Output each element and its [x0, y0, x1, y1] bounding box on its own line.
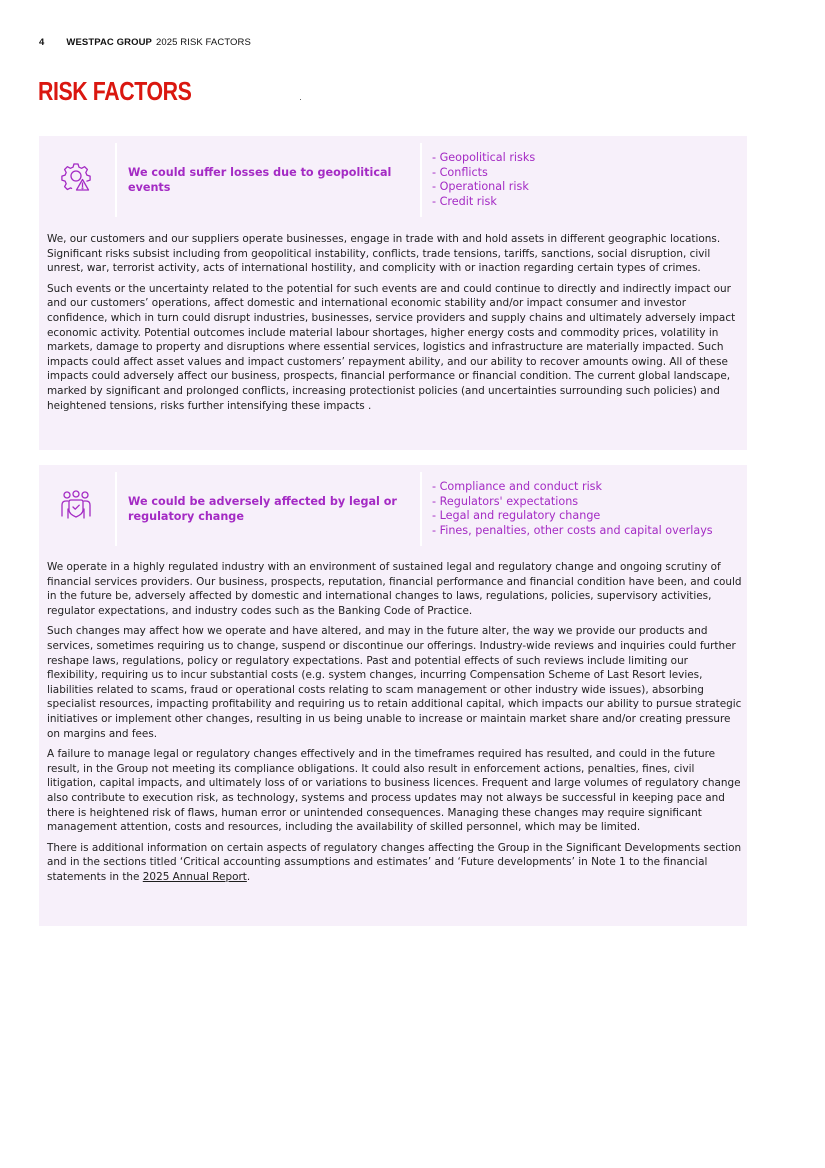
- divider-line: [420, 143, 422, 217]
- page-title: RISK FACTORS: [38, 76, 192, 106]
- stray-dot: [300, 99, 301, 100]
- paragraph-text: There is additional information on certain aspects of regulatory changes affecting the Group in the Significant Developments section and in the sections titled ‘Critical accounting assumptions and estimates’ and ‘Future developments’ in Note 1 to the financial statements in the: [47, 841, 742, 883]
- risk-card-geopolitical: [39, 136, 747, 450]
- risk-tag-list: [432, 480, 713, 538]
- card-title: We could suffer losses due to geopolitical events: [128, 166, 392, 194]
- risk-tag: - Geopolitical risks: [432, 151, 536, 164]
- risk-card-regulatory: [39, 465, 747, 926]
- divider-line: [115, 472, 117, 546]
- annual-report-link[interactable]: 2025 Annual Report: [142, 870, 247, 883]
- card-body: [47, 560, 742, 890]
- gear-warning-icon: [59, 160, 93, 194]
- document-title: 2025 RISK FACTORS: [155, 37, 251, 48]
- body-paragraph: We, our customers and our suppliers operate businesses, engage in trade with and hold assets in different geographic locations. Significant risks subsist including from geopolitical instability, conflicts, trade tensions, tariffs, sanctions, social disruption, civil unrest, war, terrorist activity, acts of international hostility, and complicity with or inaction regarding certain types of crimes.: [47, 233, 721, 275]
- card-header: [39, 465, 747, 547]
- body-paragraph: [47, 841, 742, 885]
- brand-name: WESTPAC GROUP: [66, 37, 152, 48]
- card-header: [39, 136, 747, 218]
- card-body: [47, 232, 742, 419]
- people-shield-icon: [59, 489, 93, 523]
- page-header: [39, 37, 251, 48]
- body-paragraph: We operate in a highly regulated industry with an environment of sustained legal and regulatory change and ongoing scrutiny of financial services providers. Our business, prospects, reputation, financial performance and financial condition have been, and could in the future be, adversely affected by domestic and international changes to laws, regulations, policies, supervisory activities, regulator expectations, and industry codes such as the Banking Code of Practice.: [47, 561, 742, 617]
- card-title: We could be adversely affected by legal or regulatory change: [128, 495, 397, 523]
- risk-tag: - Regulators' expectations: [432, 494, 579, 508]
- body-paragraph: Such events or the uncertainty related to the potential for such events are and could continue to directly and indirectly impact our and our customers’ operations, affect domestic and international economic stability and/or impact consumer and investor confidence, which in turn could disrupt industries, businesses, service providers and supply chains and ultimately adversely impact economic activity. Potential outcomes include material labour shortages, higher energy costs and commodity prices, volatility in markets, damage to property and disruptions where essential services, logistics and infrastructure are materially impacted. Such impacts could affect asset values and impact customers’ repayment ability, and our ability to recover amounts owing. All of these impacts could adversely affect our business, prospects, financial performance or financial condition. The current global landscape, marked by significant and prolonged conflicts, increasing protectionist policies (and uncertainties surrounding such policies) and heightened tensions, risks further intensifying these impacts .: [47, 282, 736, 412]
- risk-tag-list: [432, 151, 535, 209]
- body-paragraph: A failure to manage legal or regulatory changes effectively and in the timeframes required has resulted, and could in the future result, in the Group not meeting its compliance obligations. It could also result in enforcement actions, penalties, fines, civil litigation, capital impacts, and ultimately loss of or variations to business licences. Frequent and large volumes of regulatory change also contribute to execution risk, as technology, systems and process updates may not always be successful in keeping pace and there is heightened risk of flaws, human error or unintended consequences. Managing these changes may require significant management attention, costs and resources, including the availability of skilled personnel, which may be limited.: [47, 748, 741, 834]
- risk-tag: - Compliance and conduct risk: [432, 480, 602, 493]
- risk-tag: - Fines, penalties, other costs and capital overlays: [432, 523, 713, 537]
- risk-tag: - Legal and regulatory change: [432, 509, 601, 523]
- risk-tag: - Operational risk: [432, 180, 529, 194]
- risk-tag: - Conflicts: [432, 165, 488, 179]
- risk-tag: - Credit risk: [432, 194, 497, 208]
- divider-line: [115, 143, 117, 217]
- page-number: 4: [39, 37, 45, 48]
- paragraph-text: .: [246, 870, 251, 883]
- body-paragraph: Such changes may affect how we operate and have altered, and may in the future alter, the way we provide our products and services, sometimes requiring us to change, suspend or discontinue our offerings. Industry-wide reviews and inquiries could further reshape laws, regulations, policy or regulatory expectations. Past and potential effects of such reviews include limiting our flexibility, requiring us to incur substantial costs (e.g. system changes, incurring Compensation Scheme of Last Resort levies, liabilities related to scams, fraud or operational costs relating to scam management or other industry wide issues), absorbing specialist resources, impacting profitability and requiring us to retain additional capital, which impacts our ability to pursue strategic initiatives or implement other changes, resulting in us being unable to increase or maintain market share and/or creating pressure on margins and fees.: [47, 625, 742, 740]
- divider-line: [420, 472, 422, 546]
